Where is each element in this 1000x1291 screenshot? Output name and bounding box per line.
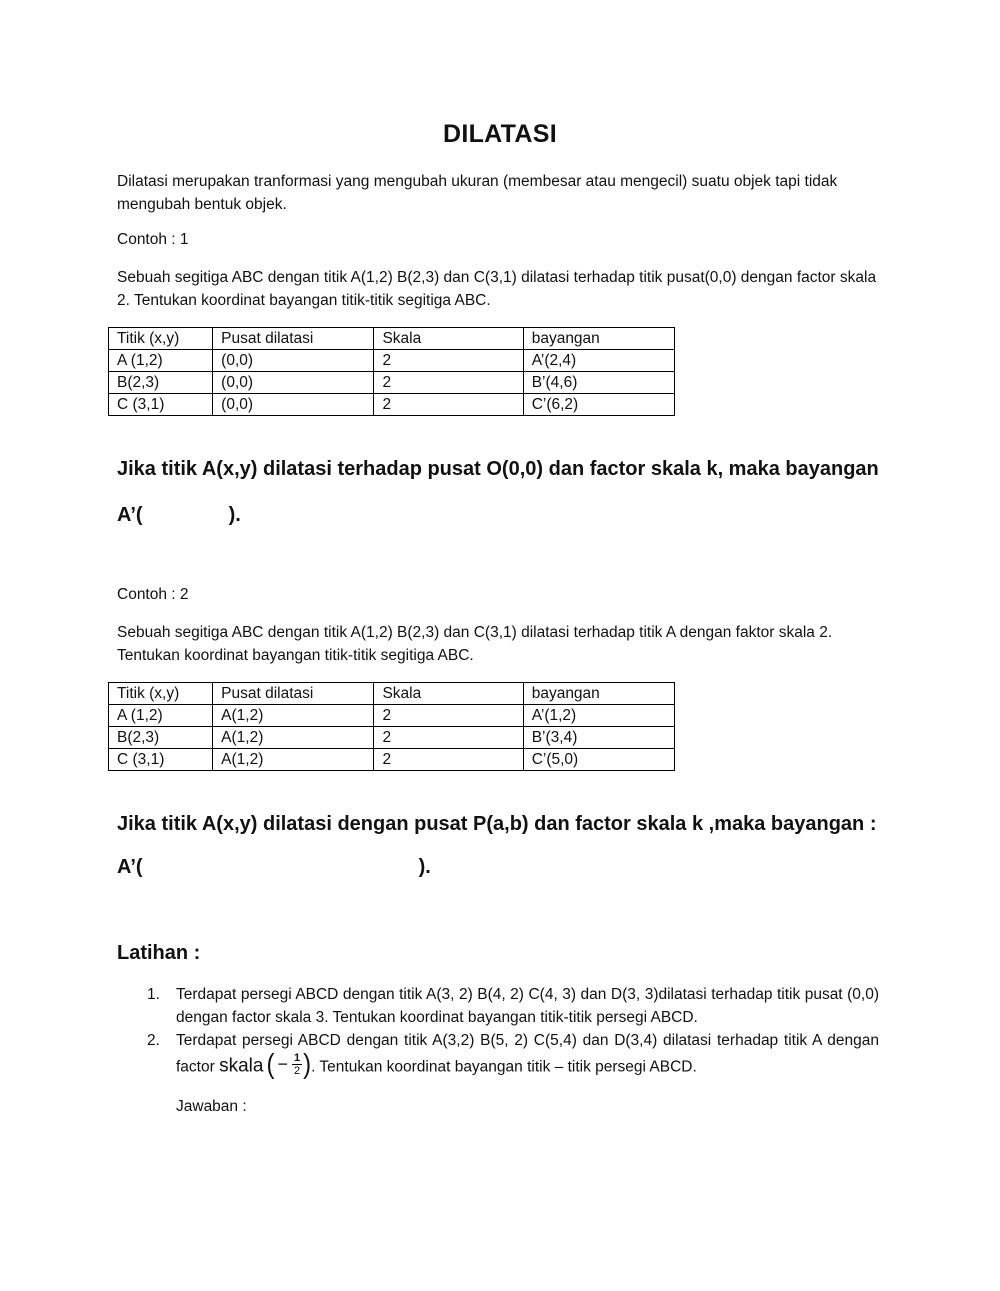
table-cell: C (3,1) <box>109 394 213 416</box>
skala-word: skala <box>219 1055 264 1077</box>
list-item <box>117 1029 879 1079</box>
fraction-denominator: 2 <box>293 1065 301 1077</box>
rule2-open: A’( <box>117 856 143 878</box>
rule1-open: A’( <box>117 504 143 526</box>
table-row <box>109 350 675 372</box>
table-cell: 2 <box>374 372 523 394</box>
table-header-row <box>109 683 675 705</box>
list-item <box>117 983 879 1029</box>
rule2-answer-line <box>117 854 431 880</box>
list-item-text: Terdapat persegi ABCD dengan titik A(3, 2) B(4, 2) C(4, 3) dan D(3, 3)dilatasi terhadap titik pusat (0,0) dengan factor skala 3. Tentukan koordinat bayangan titik-titik persegi ABCD. <box>176 986 879 1026</box>
table-row <box>109 727 675 749</box>
table-header-cell: Pusat dilatasi <box>213 328 374 350</box>
table-header-cell: bayangan <box>523 683 674 705</box>
table-cell: A(1,2) <box>213 727 374 749</box>
example2-table <box>108 682 675 771</box>
table-cell: 2 <box>374 705 523 727</box>
table-header-cell: Skala <box>374 683 523 705</box>
table-cell: B(2,3) <box>109 372 213 394</box>
scale-fraction <box>266 1048 312 1080</box>
example2-text: Sebuah segitiga ABC dengan titik A(1,2) B(2,3) dan C(3,1) dilatasi terhadap titik A dengan faktor skala 2. Tentukan koordinat bayangan titik-titik segitiga ABC. <box>117 624 833 664</box>
table-cell: (0,0) <box>213 394 374 416</box>
table-row <box>109 705 675 727</box>
table-cell: 2 <box>374 727 523 749</box>
table-row <box>109 394 675 416</box>
table-cell: (0,0) <box>213 350 374 372</box>
answer-label: Jawaban : <box>176 1098 247 1115</box>
list-item-number: 1. <box>147 986 160 1003</box>
table-cell: 2 <box>374 350 523 372</box>
rule1-answer-line <box>117 502 241 528</box>
example1-label: Contoh : 1 <box>117 231 189 248</box>
rule2-statement: Jika titik A(x,y) dilatasi dengan pusat P(a,b) dan factor skala k ,maka bayangan : <box>117 813 877 835</box>
table-header-row <box>109 328 675 350</box>
exercise-list <box>117 983 879 1079</box>
table-cell: A’(2,4) <box>523 350 674 372</box>
table-cell: A(1,2) <box>213 705 374 727</box>
table-cell: C (3,1) <box>109 749 213 771</box>
table-row <box>109 372 675 394</box>
list-item-number: 2. <box>147 1032 160 1049</box>
table-header-cell: Titik (x,y) <box>109 683 213 705</box>
table-header-cell: Pusat dilatasi <box>213 683 374 705</box>
table-cell: B’(4,6) <box>523 372 674 394</box>
table-header-cell: Titik (x,y) <box>109 328 213 350</box>
table-row <box>109 749 675 771</box>
table-cell: C’(6,2) <box>523 394 674 416</box>
example1-text: Sebuah segitiga ABC dengan titik A(1,2) B(2,3) dan C(3,1) dilatasi terhadap titik pusat(0,0) dengan factor skala 2. Tentukan koordinat bayangan titik-titik segitiga ABC. <box>117 269 877 309</box>
fraction-open-paren: ( <box>266 1048 275 1080</box>
table-cell: (0,0) <box>213 372 374 394</box>
rule1-close: ). <box>228 504 241 526</box>
table-header-cell: Skala <box>374 328 523 350</box>
table-cell: C’(5,0) <box>523 749 674 771</box>
table-cell: A (1,2) <box>109 350 213 372</box>
intro-paragraph: Dilatasi merupakan tranformasi yang mengubah ukuran (membesar atau mengecil) suatu objek tapi tidak mengubah bentuk objek. <box>117 173 838 213</box>
table-cell: A’(1,2) <box>523 705 674 727</box>
rule2-close: ). <box>418 856 431 878</box>
example1-table <box>108 327 675 416</box>
table-cell: 2 <box>374 749 523 771</box>
fraction-minus: − <box>277 1054 288 1074</box>
fraction <box>292 1052 302 1077</box>
rule1-statement: Jika titik A(x,y) dilatasi terhadap pusat O(0,0) dan factor skala k, maka bayangan <box>117 458 879 480</box>
table-header-cell: bayangan <box>523 328 674 350</box>
table-cell: A(1,2) <box>213 749 374 771</box>
table-cell: 2 <box>374 394 523 416</box>
table-cell: B’(3,4) <box>523 727 674 749</box>
exercise-heading: Latihan : <box>117 942 201 964</box>
fraction-close-paren: ) <box>303 1048 312 1080</box>
table-cell: A (1,2) <box>109 705 213 727</box>
list-item-text: Terdapat persegi ABCD dengan titik A(3,2) B(5, 2) C(5,4) dan D(3,4) dilatasi terhadap titik A dengan factor <box>176 1032 879 1076</box>
example2-label: Contoh : 2 <box>117 586 189 603</box>
page-title: DILATASI <box>443 120 557 148</box>
fraction-numerator: 1 <box>293 1052 301 1064</box>
table-cell: B(2,3) <box>109 727 213 749</box>
list-item-text-end: . Tentukan koordinat bayangan titik – titik persegi ABCD. <box>311 1058 697 1076</box>
